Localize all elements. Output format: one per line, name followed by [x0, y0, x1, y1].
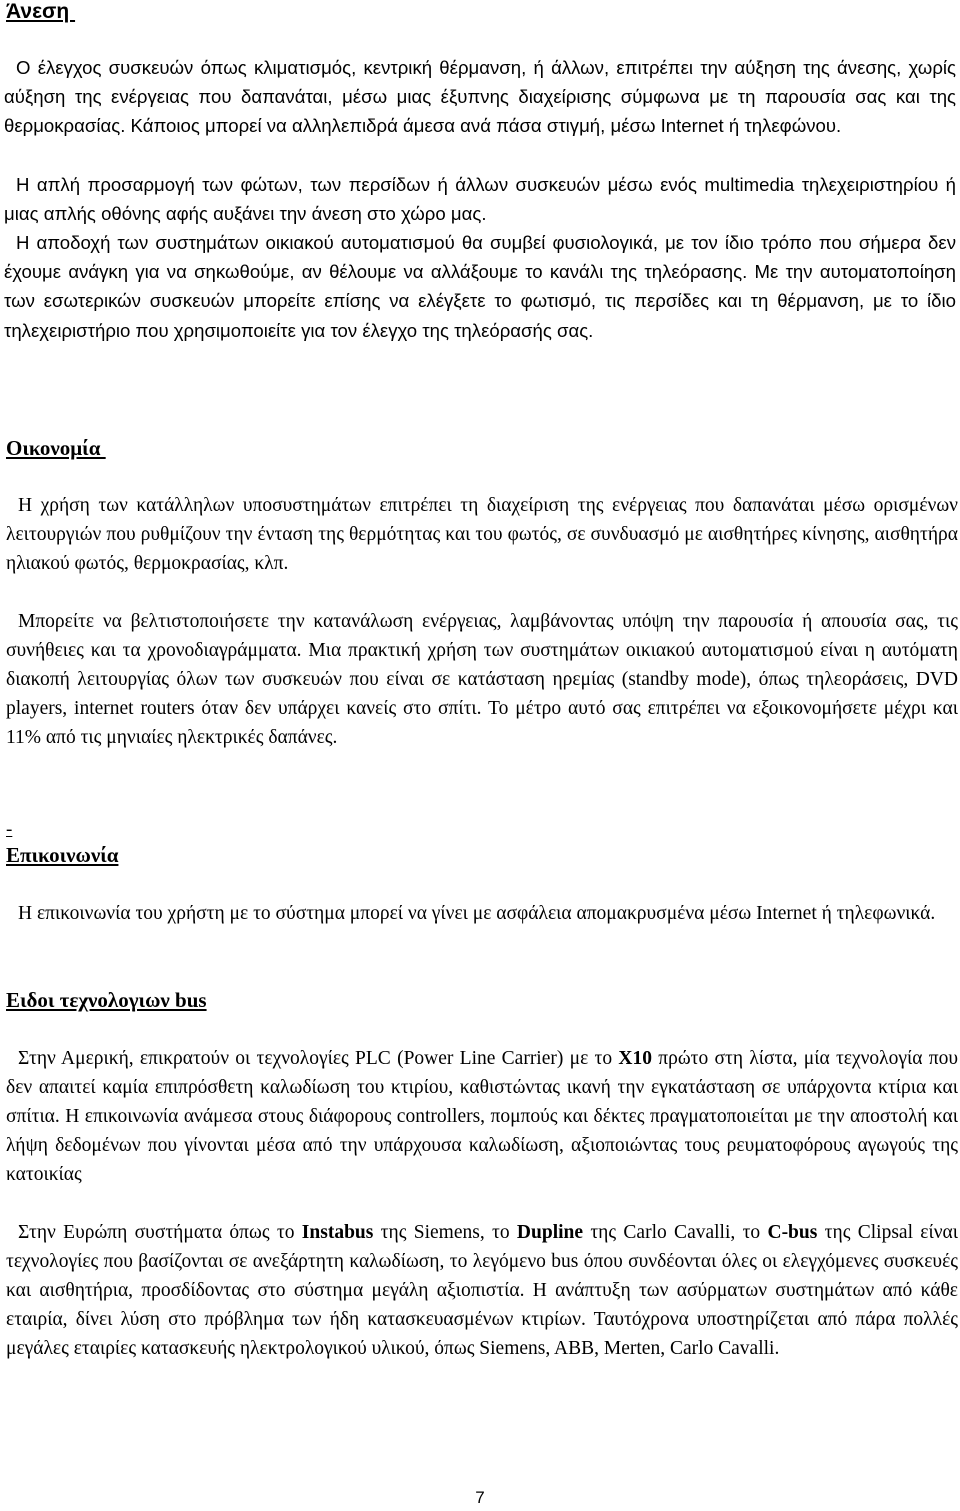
paragraph-comfort-1: [4, 53, 956, 141]
paragraph-text: Στην Ευρώπη συστήματα όπως το: [18, 1222, 302, 1243]
paragraph-text: Μπορείτε να βελτιστοποιήσετε την κατανάλωση ενέργειας, λαμβάνοντας υπόψη την παρουσία ή απουσία σας, τις συνήθειες και τα χρονοδιαγράμματα. Μια πρακτική χρήση των συστημάτων οικιακού αυτοματισμού είναι η αυτόματη διακοπή λειτουργίας όλων των συσκευών που είναι σε κατάσταση ηρεμίας (standby mode), όπως τηλεοράσεις, DVD players, internet routers όταν δεν υπάρχει κανείς στο σπίτι. Το μέτρο αυτό σας επιτρέπει να εξοικονομήσετε μέχρι και 11% από τις μηνιαίες ηλεκτρικές δαπάνες.: [6, 611, 958, 748]
paragraph-text: Η επικοινωνία του χρήστη με το σύστημα μπορεί να γίνει με ασφάλεια απομακρυσμένα μέσω Internet ή τηλεφωνικά.: [18, 903, 936, 924]
paragraph-economy-2: [6, 607, 958, 752]
paragraph-comfort-3: [4, 228, 956, 345]
paragraph-bus-2: [6, 1218, 958, 1363]
page-number: 7: [475, 1488, 485, 1507]
paragraph-text: Στην Αμερική, επικρατούν οι τεχνολογίες PLC (Power Line Carrier) με το: [18, 1048, 619, 1069]
paragraph-text: Η αποδοχή των συστημάτων οικιακού αυτοματισμού θα συμβεί φυσιολογικά, με τον ίδιο τρόπο που σήμερα δεν έχουμε ανάγκη για να σηκωθούμε, αν θέλουμε να αλλάξουμε το κανάλι της τηλεόρασης. Με την αυτοματοποίηση των εσωτερικών συσκευών μπορείτε επίσης να ελέγξετε το φωτισμό, τις περσίδες και τη θέρμανση, με το ίδιο τηλεχειριστήριο που χρησιμοποιείτε για τον έλεγχο της τηλεόρασής σας.: [4, 232, 956, 341]
paragraph-text: της Clipsal είναι τεχνολογίες που βασίζονται σε ανεξάρτητη καλωδίωση, το λεγόμενο bus όπου συνδέονται όλες οι ελεγχόμενες συσκευές και αισθητήρια, προσδίδοντας στο σύστημα μεγάλη αξιοπιστία. Η ανάπτυξη των ασύρματων συστημάτων από κάθε εταιρία, δίνει λύση στο πρόβλημα των ήδη κατασκευασμένων κτιρίων. Ταυτόχρονα υποστηρίζεται από πάρα πολλές μεγάλες εταιρίες κατασκευής ηλεκτρολογικού υλικού, όπως Siemens, ABB, Merten, Carlo Cavalli.: [6, 1222, 959, 1359]
heading-communication: Επικοινωνία: [6, 843, 119, 867]
paragraph-comfort-2: [4, 170, 956, 228]
paragraph-text: πρώτο στη λίστα, μία τεχνολογία που δεν απαιτεί καμία επιπρόσθετη καλωδίωση του κτιρίου, καθιστώντας ικανή την εγκατάσταση σε υπάρχοντα κτίρια και σπίτια. Η επικοινωνία ανάμεσα στους διάφορους controllers, πομπούς και δέκτες πραγματοποιείται με την αποστολή και λήψη δεδομένων που γίνονται μέσα από την υπάρχουσα καλωδίωση, αξιοποιώντας τους ρευματοφόρους αγωγούς της κατοικίας: [6, 1048, 958, 1185]
separator-dash: -: [6, 819, 13, 840]
heading-comfort: Άνεση: [6, 0, 76, 23]
heading-economy: Οικονομία: [6, 436, 106, 460]
bold-term-x10: X10: [618, 1048, 652, 1069]
heading-bus-technologies: Ειδοι τεχνολογιων bus: [6, 988, 207, 1012]
paragraph-text: Η χρήση των κατάλληλων υποσυστημάτων επιτρέπει τη διαχείριση της ενέργειας που δαπανάται μέσω ορισμένων λειτουργιών που ρυθμίζουν την ένταση της θερμότητας και του φωτός, σε συνδυασμό με αισθητήρες κίνησης, αισθητήρα ηλιακού φωτός, θερμοκρασίας, κλπ.: [6, 495, 958, 574]
bold-term-instabus: Instabus: [301, 1222, 374, 1243]
paragraph-text: Η απλή προσαρμογή των φώτων, των περσίδων ή άλλων συσκευών μέσω ενός multimedia τηλεχειριστηρίου ή μιας απλής οθόνης αφής αυξάνει την άνεση στο χώρο μας.: [4, 174, 956, 225]
bold-term-cbus: C-bus: [767, 1222, 818, 1243]
paragraph-text: Ο έλεγχος συσκευών όπως κλιματισμός, κεντρική θέρμανση, ή άλλων, επιτρέπει την αύξηση της άνεσης, χωρίς αύξηση της ενέργειας που δαπανάται, μέσω μιας έξυπνης διαχείρισης σύμφωνα με τη παρουσία σας και της θερμοκρασίας. Κάποιος μπορεί να αλληλεπιδρά άμεσα ανά πάσα στιγμή, μέσω Internet ή τηλεφώνου.: [4, 57, 956, 137]
paragraph-text: της Carlo Cavalli, το: [583, 1222, 768, 1243]
bold-term-dupline: Dupline: [516, 1222, 584, 1243]
paragraph-communication-1: [6, 899, 958, 928]
paragraph-economy-1: [6, 491, 958, 578]
paragraph-bus-1: [6, 1044, 958, 1189]
paragraph-text: της Siemens, το: [373, 1222, 517, 1243]
